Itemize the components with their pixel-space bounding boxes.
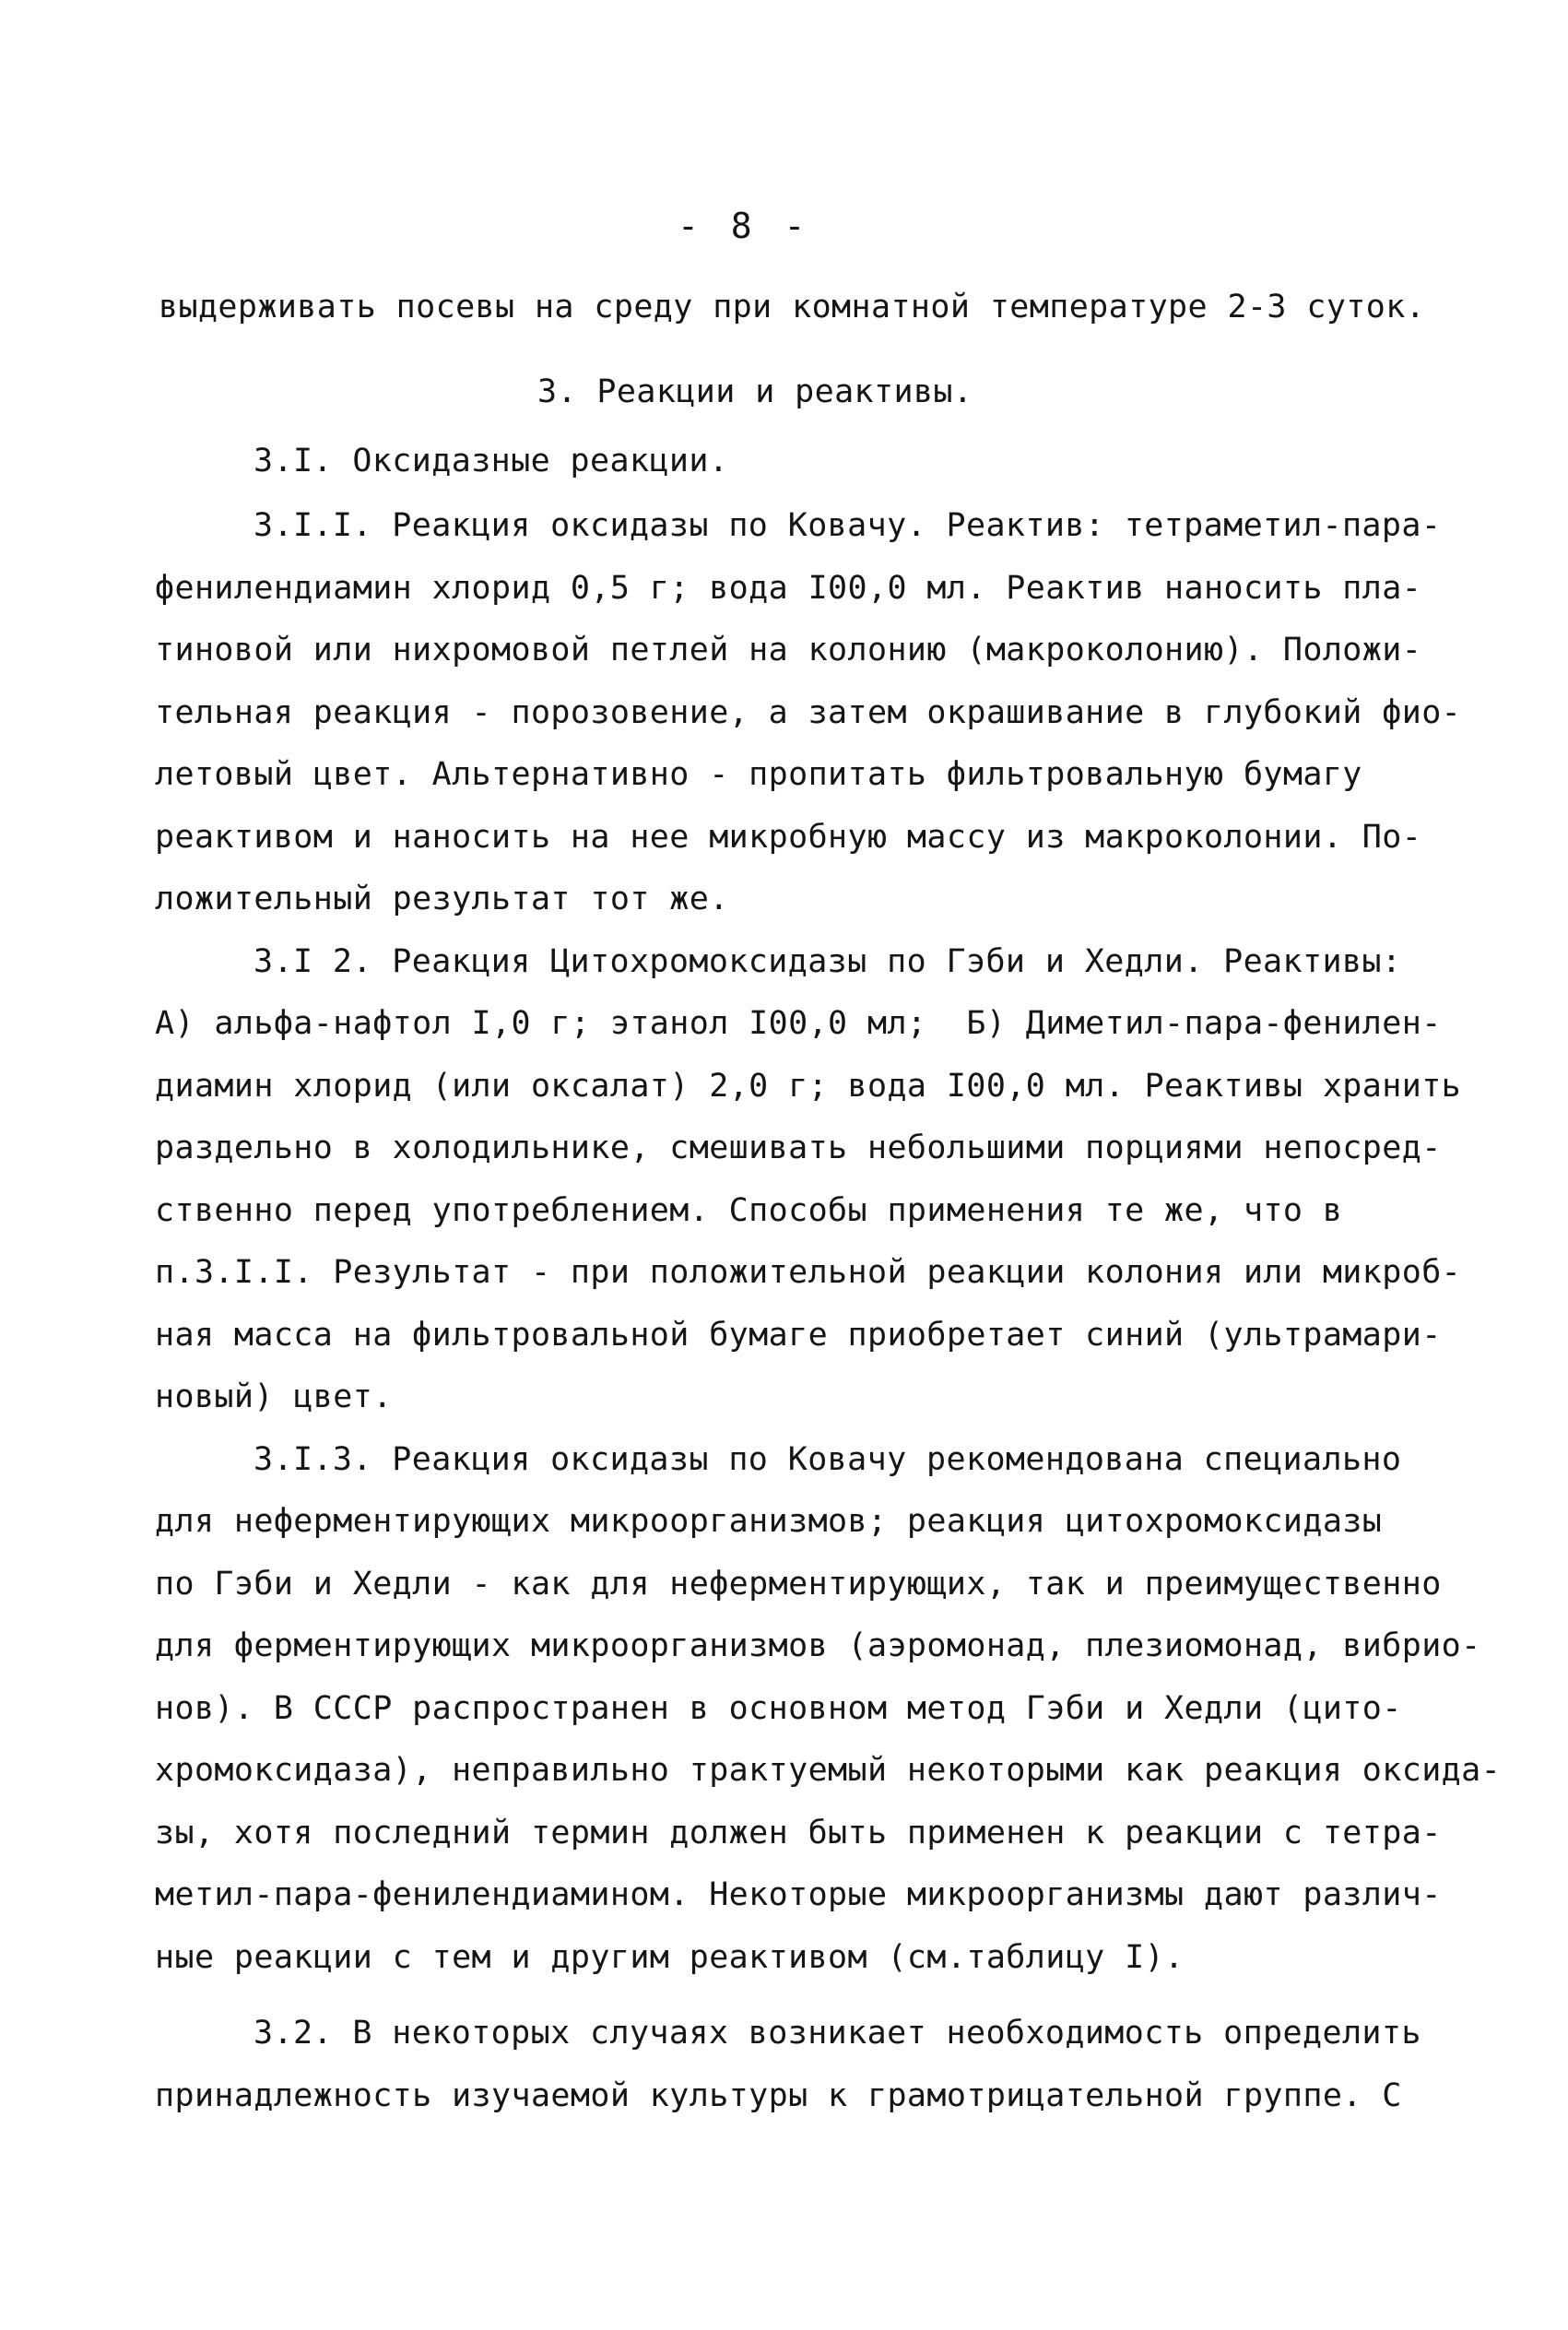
text-line: диамин хлорид (или оксалат) 2,0 г; вода I00,0 мл. Реактивы хранить [155,1068,1462,1105]
text-line: выдерживать посевы на среду при комнатной температуре 2-3 суток. [159,289,1426,325]
text-line: метил-пара-фенилендиамином. Некоторые микроорганизмы дают различ- [155,1876,1442,1913]
text-line: нов). В СССР распространен в основном метод Гэби и Хедли (цито- [155,1690,1402,1727]
text-line: реактивом и наносить на нее микробную массу из макроколонии. По- [155,819,1422,856]
text-line: ложительный результат тот же. [155,881,729,917]
text-line: ные реакции с тем и другим реактивом (см.таблицу I). [155,1939,1185,1976]
page-number: - 8 - [678,206,811,246]
text-line: 3.I 2. Реакция Цитохромоксидазы по Гэби и Хедли. Реактивы: [253,943,1402,980]
text-line: для ферментирующих микроорганизмов (аэромонад, плезиомонад, вибрио- [155,1627,1481,1664]
text-line: ная масса на фильтровальной бумаге приобретает синий (ультрамари- [155,1317,1442,1354]
text-line: тельная реакция - порозовение, а затем окрашивание в глубокий фио- [155,694,1462,731]
text-line: летовый цвет. Альтернативно - пропитать фильтровальную бумагу [155,756,1362,793]
text-line: 3.I.3. Реакция оксидазы по Ковачу рекомендована специально [253,1441,1402,1478]
text-line: 3.I.I. Реакция оксидазы по Ковачу. Реактив: тетраметил-пара- [253,507,1442,544]
text-line: п.3.I.I. Результат - при положительной реакции колония или микроб- [155,1254,1462,1291]
text-line: А) альфа-нафтол I,0 г; этанол I00,0 мл; Б) Диметил-пара-фенилен- [155,1005,1442,1042]
text-line: тиновой или нихромовой петлей на колонию (макроколонию). Положи- [155,632,1422,668]
text-line: ственно перед употреблением. Способы применения те же, что в [155,1192,1343,1229]
text-line: новый) цвет. [155,1378,393,1415]
text-line: зы, хотя последний термин должен быть применен к реакции с тетра- [155,1815,1442,1851]
section-heading: 3. Реакции и реактивы. [537,373,973,410]
text-line: 3.2. В некоторых случаях возникает необходимость определить [253,2015,1421,2052]
subsection-heading: 3.I. Оксидазные реакции. [253,443,729,479]
text-line: принадлежность изучаемой культуры к грамотрицательной группе. С [155,2077,1402,2114]
text-line: хромоксидаза), неправильно трактуемый некоторыми как реакция оксида- [155,1752,1502,1789]
text-line: по Гэби и Хедли - как для неферментирующих, так и преимущественно [155,1566,1442,1603]
text-line: для неферментирующих микроорганизмов; реакция цитохромоксидазы [155,1503,1383,1540]
text-line: раздельно в холодильнике, смешивать небольшими порциями непосред- [155,1130,1442,1166]
text-line: фенилендиамин хлорид 0,5 г; вода I00,0 мл. Реактив наносить пла- [155,570,1422,607]
